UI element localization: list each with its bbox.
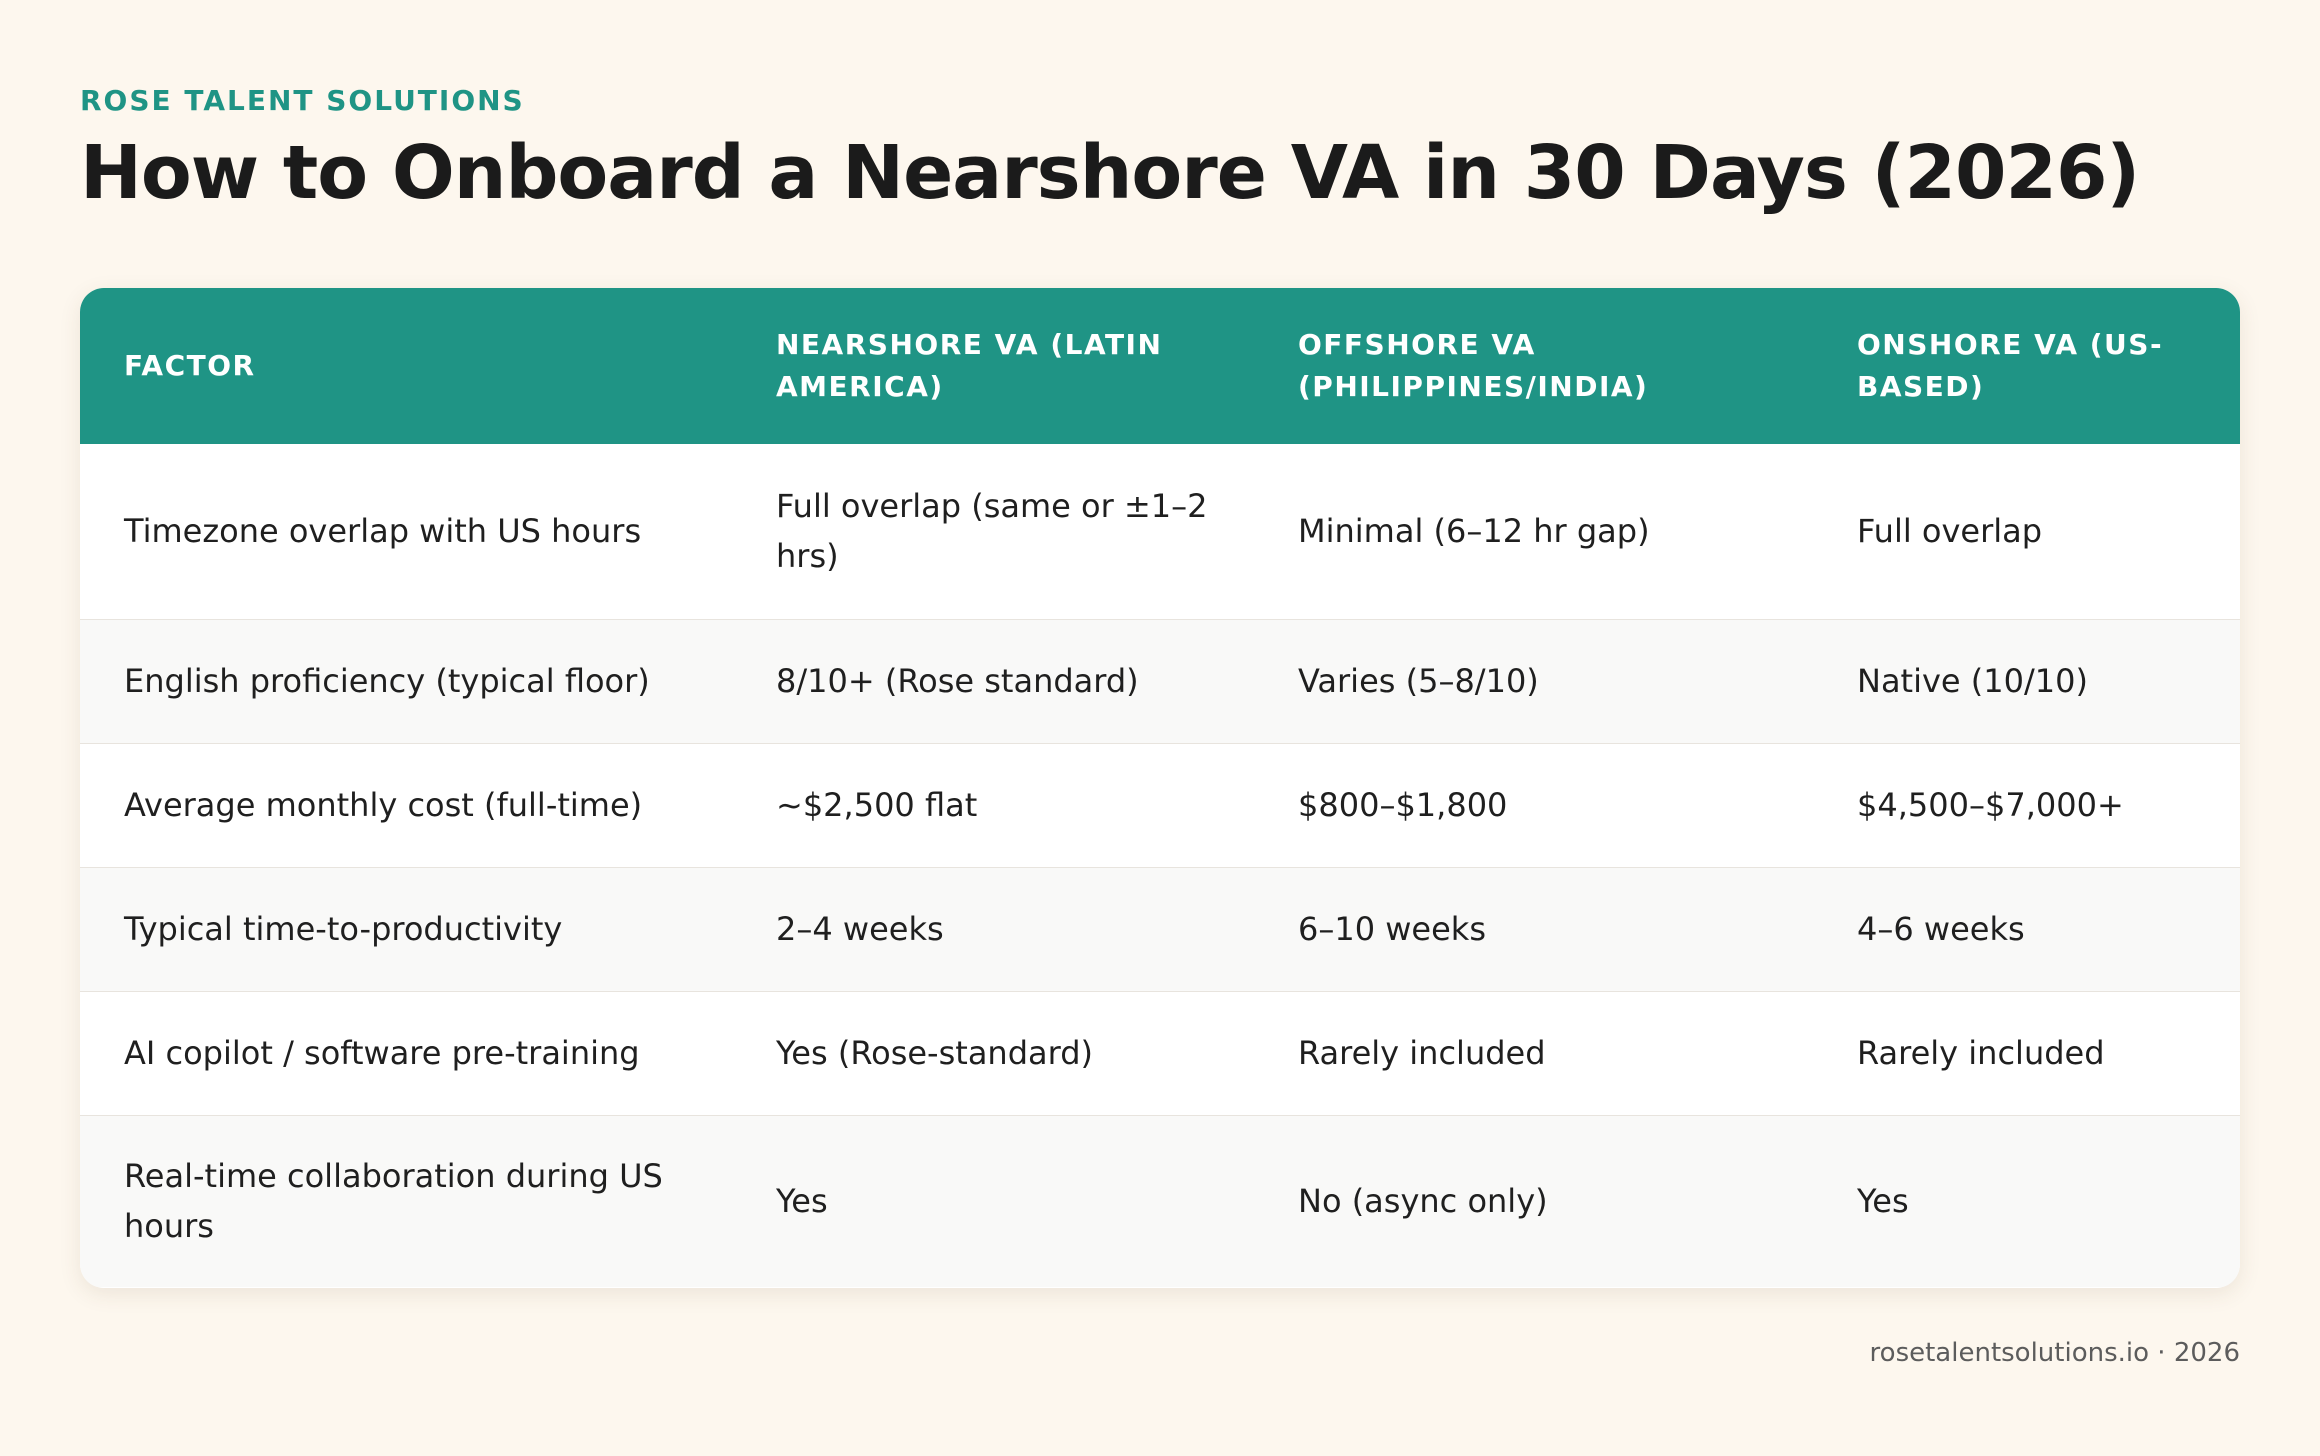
table-row xyxy=(80,991,2240,1115)
comparison-table xyxy=(80,288,2240,1287)
table-header-row xyxy=(80,288,2240,444)
table-cell: $4,500–$7,000+ xyxy=(1813,743,2240,867)
column-header-nearshore: NEARSHORE VA (LATIN AMERICA) xyxy=(776,328,1163,403)
table-cell: Average monthly cost (full-time) xyxy=(80,743,732,867)
column-header-offshore: OFFSHORE VA (PHILIPPINES/INDIA) xyxy=(1298,328,1649,403)
table-cell: Full overlap (same or ±1–2 hrs) xyxy=(776,487,1208,576)
table-cell: AI copilot / software pre-training xyxy=(80,991,732,1115)
table-cell: Native (10/10) xyxy=(1813,619,2240,743)
table-cell: 6–10 weeks xyxy=(1254,867,1813,991)
table-cell: ~$2,500 flat xyxy=(732,743,1254,867)
table-cell: Minimal (6–12 hr gap) xyxy=(1298,512,1650,551)
footer-credit: rosetalentsolutions.io · 2026 xyxy=(1869,1338,2240,1368)
column-header-onshore: ONSHORE VA (US-BASED) xyxy=(1857,328,2164,403)
table-cell: English proficiency (typical floor) xyxy=(80,619,732,743)
table-cell: 2–4 weeks xyxy=(732,867,1254,991)
table-cell: No (async only) xyxy=(1254,1115,1813,1287)
table-cell: Rarely included xyxy=(1813,991,2240,1115)
table-row xyxy=(80,619,2240,743)
column-header-factor: FACTOR xyxy=(124,349,256,382)
table-cell: Yes xyxy=(1813,1115,2240,1287)
table-row xyxy=(80,444,2240,619)
table-cell: Real-time collaboration during US hours xyxy=(80,1115,732,1287)
table-cell: 4–6 weeks xyxy=(1813,867,2240,991)
table-cell: 8/10+ (Rose standard) xyxy=(732,619,1254,743)
table-cell: Yes (Rose-standard) xyxy=(732,991,1254,1115)
brand-eyebrow: ROSE TALENT SOLUTIONS xyxy=(80,84,525,117)
comparison-table-card xyxy=(80,288,2240,1288)
table-row xyxy=(80,1115,2240,1287)
table-cell: Typical time-to-productivity xyxy=(80,867,732,991)
table-cell: Rarely included xyxy=(1254,991,1813,1115)
table-row xyxy=(80,743,2240,867)
table-row xyxy=(80,867,2240,991)
table-cell: Timezone overlap with US hours xyxy=(124,512,642,551)
table-cell: Varies (5–8/10) xyxy=(1254,619,1813,743)
page-title: How to Onboard a Nearshore VA in 30 Days (2026) xyxy=(80,130,2140,216)
table-cell: Yes xyxy=(732,1115,1254,1287)
table-cell: $800–$1,800 xyxy=(1254,743,1813,867)
table-cell: Full overlap xyxy=(1857,512,2043,551)
